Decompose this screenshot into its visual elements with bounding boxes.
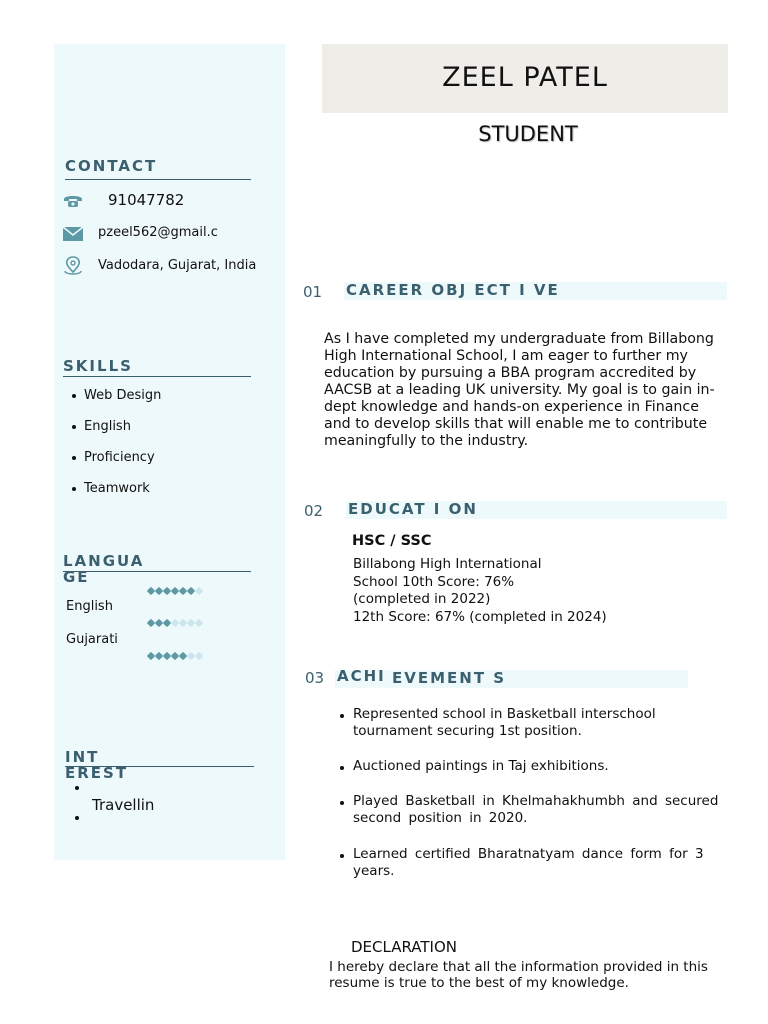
bullet-icon — [340, 801, 344, 805]
language-heading-line2: GE — [63, 568, 90, 586]
interest-divider — [65, 766, 254, 767]
skill-item — [72, 388, 161, 403]
contact-phone: 91047782 — [108, 191, 185, 209]
language-name: Gujarati — [66, 632, 118, 647]
education-degree: HSC / SSC — [352, 533, 432, 549]
education-heading: EDUCAT I ON — [348, 500, 478, 518]
rating-dot — [195, 619, 203, 627]
education-line: (completed in 2022) — [353, 591, 491, 607]
education-line: School 10th Score: 76% — [353, 573, 515, 590]
skill-label: English — [84, 419, 131, 434]
achievement-text: Auctioned paintings in Taj exhibitions. — [353, 758, 609, 774]
language-name: English — [66, 599, 113, 614]
contact-location: Vadodara, Gujarat, India — [98, 258, 257, 273]
interest-heading-line2: EREST — [65, 764, 129, 782]
envelope-icon — [62, 226, 84, 244]
language-heading — [63, 553, 144, 585]
rating-dot — [195, 587, 203, 595]
candidate-role: STUDENT — [478, 122, 578, 146]
section-title-bar — [335, 670, 688, 688]
skills-heading: SKILLS — [63, 357, 251, 377]
achievements-heading-part2: EVEMENT S — [392, 669, 507, 687]
bullet-icon — [72, 487, 76, 491]
rating-dots — [148, 653, 202, 663]
bullet-icon — [75, 786, 79, 790]
name-banner — [322, 44, 728, 113]
interest-heading-line1: INT — [65, 748, 100, 766]
rating-dot — [195, 652, 203, 660]
skill-item — [72, 481, 150, 496]
section-number: 01 — [303, 283, 323, 301]
achievements-heading-part1: ACHI — [337, 667, 386, 685]
skill-label: Web Design — [84, 388, 162, 403]
bullet-icon — [72, 456, 76, 460]
declaration-heading: DECLARATION — [351, 938, 457, 956]
contact-heading: CONTACT — [65, 157, 251, 180]
rating-dots — [148, 588, 202, 598]
achievement-text: Learned certified Bharatnatyam dance form for 3 years. — [353, 846, 704, 879]
section-number: 03 — [305, 669, 325, 687]
skill-item — [72, 450, 155, 465]
bullet-icon — [340, 766, 344, 770]
location-pin-icon — [62, 256, 84, 274]
career-objective-heading: CAREER OBJ ECT I VE — [346, 281, 560, 299]
declaration-text: I hereby declare that all the information provided in this resume is true to the best of my knowledge. — [329, 959, 708, 991]
education-line: 12th Score: 67% (completed in 2024) — [353, 608, 607, 625]
candidate-name: ZEEL PATEL — [442, 62, 608, 93]
bullet-icon — [340, 714, 344, 718]
bullet-icon — [340, 854, 344, 858]
career-objective-text: As I have completed my undergraduate from Billabong High International School, I am eager to further my education by pursuing a BBA program accredited by AACSB at a leading UK university. My goal is to gain in-dept knowledge and hands-on experience in Finance and to develop skills that will enable me to contribute meaningfully to the industry. — [324, 331, 715, 449]
achievement-text: Represented school in Basketball interschool tournament securing 1st position. — [353, 706, 656, 739]
interest-heading — [65, 749, 128, 781]
achievement-text: Played Basketball in Khelmahakhumbh and secured second position in 2020. — [353, 793, 719, 826]
rating-dots — [148, 620, 202, 630]
education-line: Billabong High International — [353, 556, 542, 572]
education-details — [353, 556, 607, 626]
skill-label: Proficiency — [84, 450, 155, 465]
phone-icon — [62, 192, 84, 210]
skill-item — [72, 419, 131, 434]
interest-item: Travellin — [92, 796, 155, 814]
contact-email[interactable]: pzeel562@gmail.c — [98, 225, 218, 240]
bullet-icon — [72, 425, 76, 429]
language-heading-line1: LANGUA — [63, 552, 145, 570]
bullet-icon — [72, 394, 76, 398]
bullet-icon — [75, 816, 79, 820]
language-divider — [63, 571, 251, 572]
skill-label: Teamwork — [84, 481, 150, 496]
section-number: 02 — [304, 502, 324, 520]
